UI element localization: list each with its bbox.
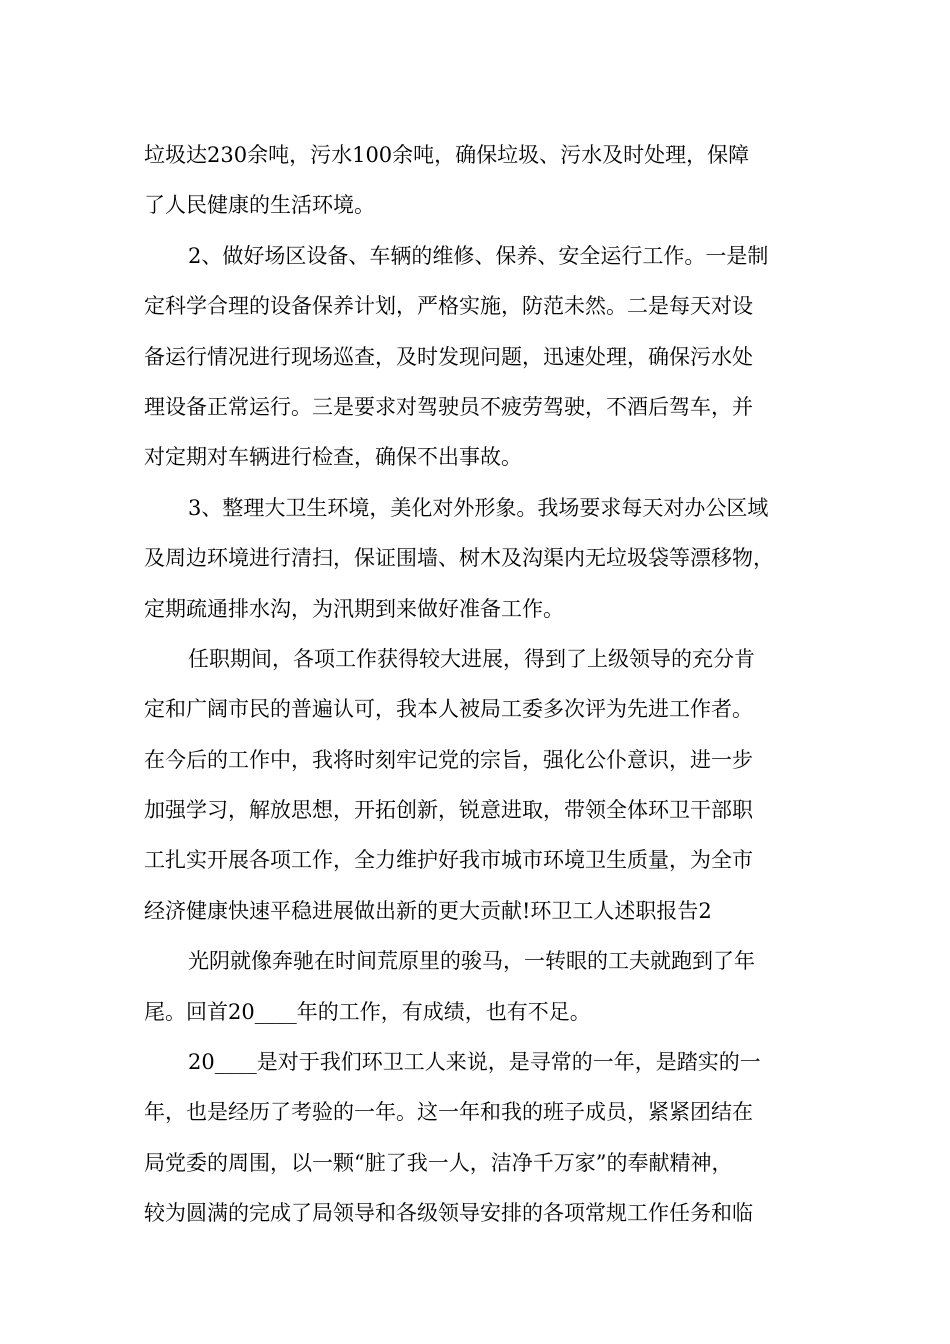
text-line: 定科学合理的设备保养计划，严格实施，防范未然。二是每天对设 (144, 294, 753, 319)
document-body (144, 130, 812, 1239)
text-line: 20____是对于我们环卫工人来说，是寻常的一年，是踏实的一 (188, 1050, 761, 1075)
text-line: 定和广阔市民的普遍认可，我本人被局工委多次评为先进工作者。 (144, 697, 753, 722)
text-line: 任职期间，各项工作获得较大进展，得到了上级领导的充分肯 (188, 646, 755, 671)
text-line: 在今后的工作中，我将时刻牢记党的宗旨，强化公仆意识，进一步 (144, 747, 753, 772)
text-line: 对定期对车辆进行检查，确保不出事故。 (144, 445, 522, 470)
text-line: 及周边环境进行清扫，保证围墙、树木及沟渠内无垃圾袋等漂移物， (144, 546, 774, 571)
text-line: 局党委的周围，以一颗“脏了我一人，洁净千万家”的奉献精神， (144, 1150, 733, 1175)
text-line: 垃圾达230余吨，污水100余吨，确保垃圾、污水及时处理，保障 (144, 143, 750, 167)
text-line: 了人民健康的生活环境。 (144, 193, 375, 218)
text-line: 尾。回首20____年的工作，有成绩，也有不足。 (144, 999, 591, 1024)
text-line: 工扎实开展各项工作，全力维护好我市城市环境卫生质量，为全市 (144, 848, 753, 873)
text-line: 光阴就像奔驰在时间荒原里的骏马，一转眼的工夫就跑到了年 (188, 949, 755, 974)
text-line: 3、整理大卫生环境，美化对外形象。我场要求每天对办公区域 (188, 495, 769, 520)
text-line: 经济健康快速平稳进展做出新的更大贡献!环卫工人述职报告2 (144, 898, 712, 923)
text-line: 较为圆满的完成了局领导和各级领导安排的各项常规工作任务和临 (144, 1201, 753, 1226)
text-line: 备运行情况进行现场巡查，及时发现问题，迅速处理，确保污水处 (144, 344, 753, 369)
text-line: 加强学习，解放思想，开拓创新，锐意进取，带领全体环卫干部职 (144, 798, 753, 823)
text-line: 年，也是经历了考验的一年。这一年和我的班子成员，紧紧团结在 (144, 1100, 753, 1125)
text-line: 理设备正常运行。三是要求对驾驶员不疲劳驾驶，不酒后驾车，并 (144, 394, 753, 419)
text-line: 2、做好场区设备、车辆的维修、保养、安全运行工作。一是制 (188, 243, 769, 268)
text-line: 定期疏通排水沟，为汛期到来做好准备工作。 (144, 596, 564, 621)
